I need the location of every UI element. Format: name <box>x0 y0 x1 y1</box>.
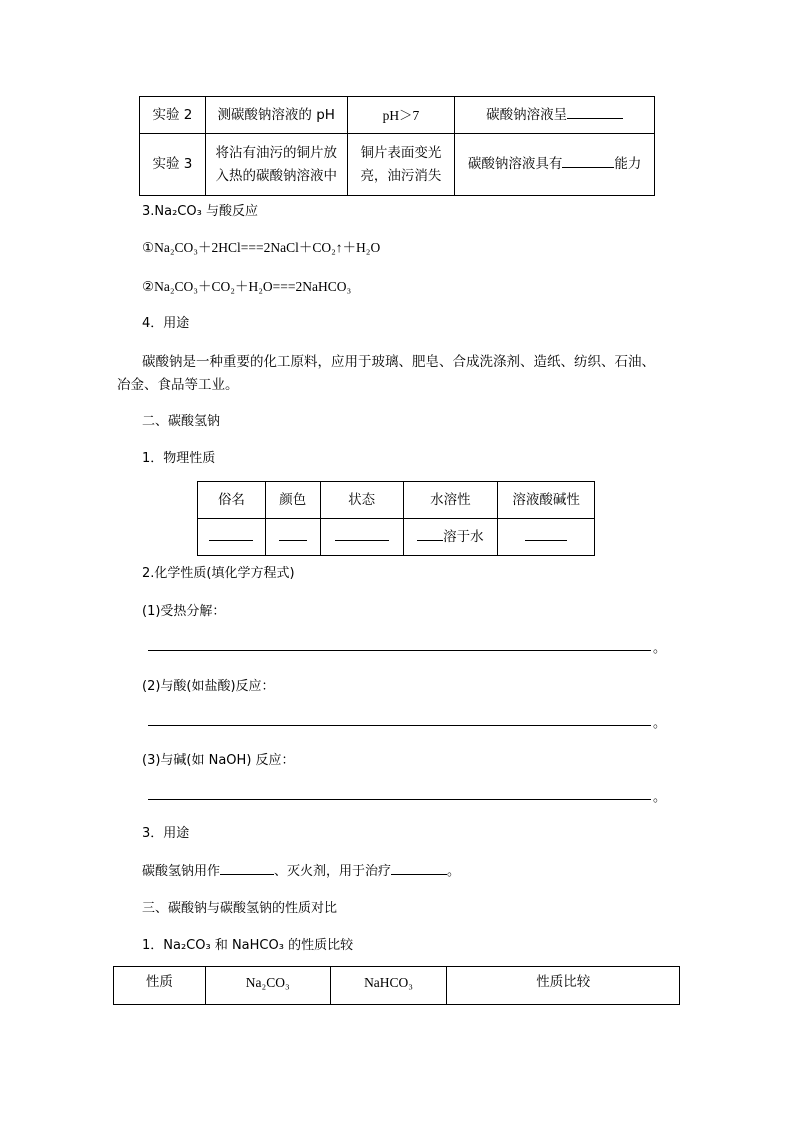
comparison-table <box>113 966 680 1005</box>
answer-blank[interactable] <box>562 154 614 168</box>
exp-operation <box>205 134 347 196</box>
usage-text: 碳酸氢钠用作 <box>142 864 221 879</box>
conclusion-text: 碳酸钠溶液呈 <box>486 106 568 123</box>
table-header-row <box>198 482 595 519</box>
equation-2: ②Na₂CO₃＋CO₂＋H₂O===2NaHCO₃ <box>142 279 352 294</box>
answer-cell[interactable] <box>265 519 320 556</box>
column-header: 性质 <box>114 967 206 1005</box>
column-header: 性质比较 <box>447 967 680 1005</box>
answer-cell[interactable] <box>198 519 266 556</box>
exp-phenomenon <box>347 134 455 196</box>
section-title: 2.化学性质(填化学方程式) <box>142 566 295 581</box>
section-heading: 二、碳酸氢钠 <box>142 414 221 429</box>
conclusion-text: 碳酸钠溶液具有 <box>467 156 563 172</box>
phenomenon-line-2: 亮，油污消失 <box>360 167 442 184</box>
equation-1: ①Na₂CO₃＋2HCl===2NaCl＋CO₂↑＋H₂O <box>142 240 381 255</box>
answer-cell[interactable] <box>498 519 595 556</box>
period-mark: 。 <box>653 716 667 731</box>
operation-line-1: 将沾有油污的铜片放 <box>215 144 337 161</box>
column-header: 状态 <box>320 482 403 519</box>
experiment-table <box>139 96 655 196</box>
table-header-row <box>114 967 680 1005</box>
conclusion-suffix: 能力 <box>614 156 642 172</box>
question-label: (1)受热分解： <box>142 604 226 619</box>
exp-conclusion <box>455 134 655 196</box>
solubility-suffix: 溶于水 <box>443 528 484 545</box>
usage-text: 。 <box>447 864 461 879</box>
physical-properties-table <box>197 481 595 556</box>
section-title: 1．Na₂CO₃ 和 NaHCO₃ 的性质比较 <box>142 938 354 953</box>
period-mark: 。 <box>653 641 667 656</box>
answer-blank[interactable] <box>525 527 567 541</box>
column-header: 俗名 <box>198 482 266 519</box>
section-title: 3．用途 <box>142 826 190 841</box>
period-mark: 。 <box>653 790 667 805</box>
section-title: 4．用途 <box>142 316 190 331</box>
question-label: (2)与酸(如盐酸)反应： <box>142 679 275 694</box>
section-title: 1．物理性质 <box>142 451 216 466</box>
answer-cell[interactable] <box>403 519 498 556</box>
column-header: 颜色 <box>265 482 320 519</box>
answer-line[interactable] <box>148 725 651 726</box>
table-row <box>140 97 655 134</box>
exp-operation: 测碳酸钠溶液的 pH <box>205 97 347 134</box>
answer-line[interactable] <box>148 650 651 651</box>
answer-blank[interactable] <box>391 861 447 875</box>
answer-blank[interactable] <box>335 527 389 541</box>
column-header: 水溶性 <box>403 482 498 519</box>
section-heading: 三、碳酸钠与碳酸氢钠的性质对比 <box>142 901 338 916</box>
column-header: NaHCO₃ <box>330 967 447 1005</box>
answer-blank[interactable] <box>417 527 443 541</box>
table-row <box>198 519 595 556</box>
paragraph-line: 冶金、食品等工业。 <box>117 377 239 393</box>
answer-line[interactable] <box>148 799 651 800</box>
usage-sentence <box>142 860 460 879</box>
phenomenon-line-1: 铜片表面变光 <box>360 144 442 161</box>
answer-blank[interactable] <box>279 527 307 541</box>
answer-blank[interactable] <box>209 527 253 541</box>
answer-cell[interactable] <box>320 519 403 556</box>
question-label: (3)与碱(如 NaOH) 反应： <box>142 753 295 768</box>
section-title: 3.Na₂CO₃ 与酸反应 <box>142 204 258 219</box>
column-header: Na₂CO₃ <box>205 967 330 1005</box>
exp-name: 实验 2 <box>140 97 206 134</box>
paragraph-line: 碳酸钠是一种重要的化工原料，应用于玻璃、肥皂、合成洗涤剂、造纸、纺织、石油、 <box>142 354 655 370</box>
answer-blank[interactable] <box>567 105 623 119</box>
exp-conclusion <box>455 97 655 134</box>
exp-phenomenon: pH＞7 <box>347 97 455 134</box>
column-header: 溶液酸碱性 <box>498 482 595 519</box>
operation-line-2: 入热的碳酸钠溶液中 <box>215 167 337 184</box>
answer-blank[interactable] <box>220 861 274 875</box>
exp-name: 实验 3 <box>140 134 206 196</box>
table-row <box>140 134 655 196</box>
usage-text: 、灭火剂，用于治疗 <box>274 864 392 879</box>
